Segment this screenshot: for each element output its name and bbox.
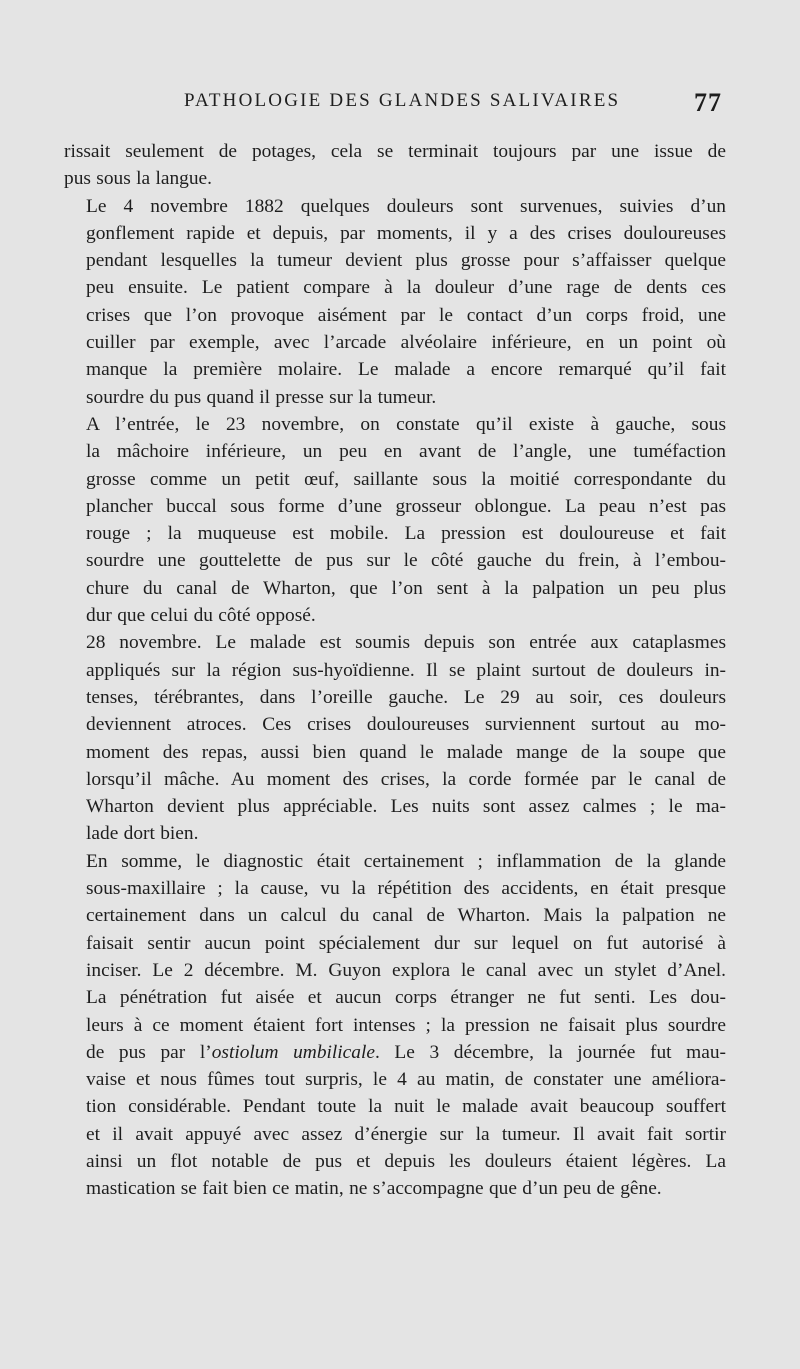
paragraph: [64, 411, 726, 629]
text-line: deviennent atroces. Ces crises douloureuses surviennent surtout au mo-: [86, 714, 726, 736]
text-line: pendant lesquelles la tumeur devient plus grosse pour s’affaisser quelque: [86, 250, 726, 272]
text-line: Le 4 novembre 1882 quelques douleurs sont survenues, suivies d’un: [86, 195, 726, 217]
text-line: tion considérable. Pendant toute la nuit le malade avait beaucoup souffert: [86, 1096, 726, 1118]
text-line: gonflement rapide et depuis, par moments, il y a des crises douloureuses: [86, 222, 726, 244]
text-line: lade dort bien.: [86, 823, 199, 845]
text-line: vaise et nous fûmes tout surpris, le 4 au matin, de constater une améliora-: [86, 1069, 726, 1091]
running-title: PATHOLOGIE DES GLANDES SALIVAIRES: [184, 90, 621, 111]
text-line: En somme, le diagnostic était certainement ; inflammation de la glande: [86, 850, 726, 872]
page-number: 77: [694, 88, 722, 117]
text-line: sourdre du pus quand il presse sur la tumeur.: [86, 386, 437, 408]
text-line: inciser. Le 2 décembre. M. Guyon explora le canal avec un stylet d’Anel.: [86, 959, 726, 981]
running-header: [64, 90, 732, 120]
text-line: Wharton devient plus appréciable. Les nuits sont assez calmes ; le ma-: [86, 796, 726, 818]
text-line: pus sous la langue.: [64, 168, 212, 190]
text-line: et il avait appuyé avec assez d’énergie sur la tumeur. Il avait fait sortir: [86, 1123, 726, 1145]
text-line: lorsqu’il mâche. Au moment des crises, la corde formée par le canal de: [86, 768, 726, 790]
text-line: rouge ; la muqueuse est mobile. La pression est douloureuse et fait: [86, 523, 726, 545]
text-line: La pénétration fut aisée et aucun corps étranger ne fut senti. Les dou-: [86, 987, 726, 1009]
text-line: chure du canal de Wharton, que l’on sent à la palpation un peu plus: [86, 577, 726, 599]
italic-term: ostiolum umbilicale: [211, 1041, 375, 1063]
text-line: grosse comme un petit œuf, saillante sous la moitié correspondante du: [86, 468, 726, 490]
text-line: appliqués sur la région sus-hyoïdienne. Il se plaint surtout de douleurs in-: [86, 659, 726, 681]
paragraph: [64, 193, 726, 411]
text-line: rissait seulement de potages, cela se terminait toujours par une issue de: [64, 141, 726, 162]
text-line: ainsi un flot notable de pus et depuis les douleurs étaient légères. La: [86, 1150, 726, 1172]
text-line: sourdre une gouttelette de pus sur le côté gauche du frein, à l’embou-: [86, 550, 726, 572]
text-line: faisait sentir aucun point spécialement dur sur lequel on fut autorisé à: [86, 932, 726, 954]
text-line: de pus par l’ostiolum umbilicale. Le 3 décembre, la journée fut mau-: [86, 1041, 726, 1063]
text-line: peu ensuite. Le patient compare à la douleur d’une rage de dents ces: [86, 277, 726, 299]
text-line: manque la première molaire. Le malade a encore remarqué qu’il fait: [86, 359, 726, 381]
text-line: la mâchoire inférieure, un peu en avant de l’angle, une tuméfaction: [86, 441, 726, 463]
text-line: mastication se fait bien ce matin, ne s’accompagne que d’un peu de gêne.: [86, 1178, 662, 1200]
text-line: leurs à ce moment étaient fort intenses ; la pression ne faisait plus sourdre: [86, 1014, 726, 1036]
text-line: certainement dans un calcul du canal de Wharton. Mais la palpation ne: [86, 905, 726, 927]
body-text: [64, 138, 726, 1203]
text-line: crises que l’on provoque aisément par le contact d’un corps froid, une: [86, 304, 726, 326]
text-line: 28 novembre. Le malade est soumis depuis son entrée aux cataplasmes: [86, 632, 726, 654]
paragraph: [64, 848, 726, 1203]
text-line: sous-maxillaire ; la cause, vu la répétition des accidents, en était presque: [86, 878, 726, 900]
paragraph: [64, 629, 726, 847]
text-line: A l’entrée, le 23 novembre, on constate qu’il existe à gauche, sous: [86, 413, 726, 435]
paragraph: [64, 138, 726, 193]
text-line: cuiller par exemple, avec l’arcade alvéolaire inférieure, en un point où: [86, 332, 726, 354]
text-line: plancher buccal sous forme d’une grosseur oblongue. La peau n’est pas: [86, 495, 726, 517]
text-line: tenses, térébrantes, dans l’oreille gauche. Le 29 au soir, ces douleurs: [86, 686, 726, 708]
text-line: dur que celui du côté opposé.: [86, 605, 316, 627]
text-line: moment des repas, aussi bien quand le malade mange de la soupe que: [86, 741, 726, 763]
